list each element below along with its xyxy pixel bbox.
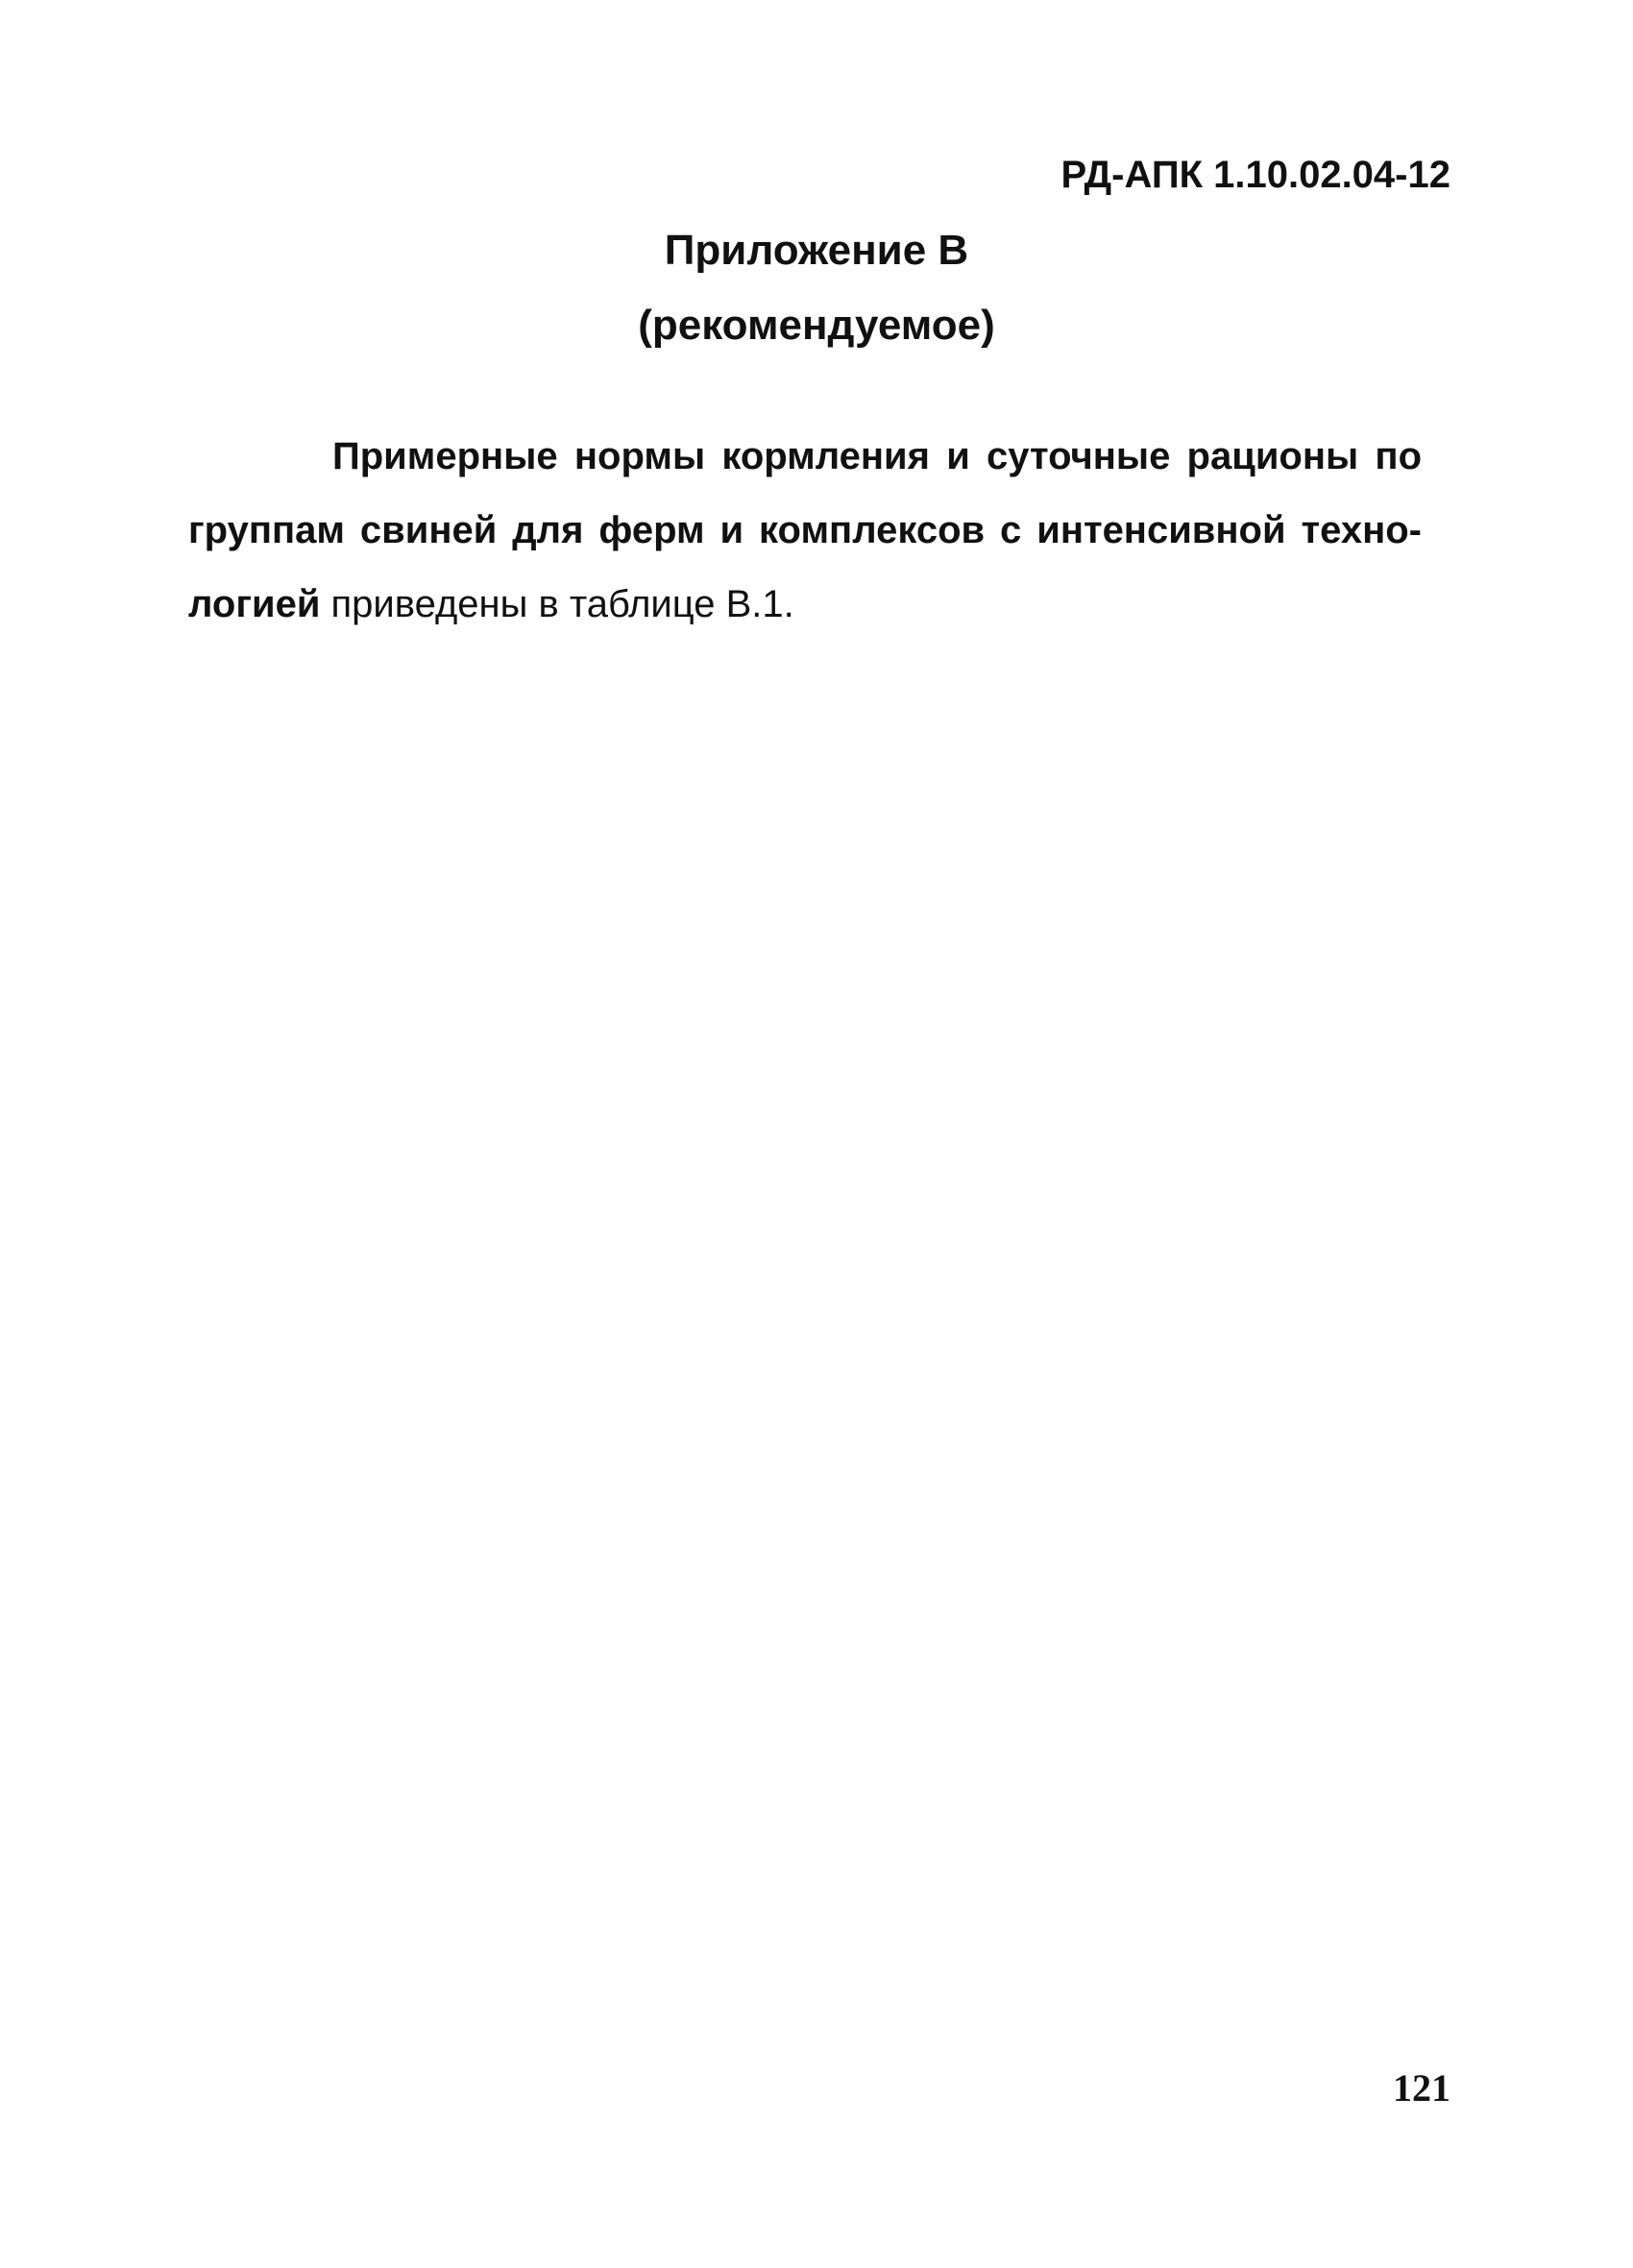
- page-number: 121: [1393, 2066, 1450, 2109]
- intro-line-1: Примерные нормы кормления и суточные рационы по: [332, 435, 1422, 477]
- intro-paragraph: [188, 420, 1422, 642]
- document-code: РД-АПК 1.10.02.04-12: [1060, 154, 1450, 196]
- intro-line-3: [188, 568, 1422, 642]
- intro-line-3-bold: логией: [188, 583, 321, 625]
- intro-line-3-normal: приведены в таблице В.1.: [320, 583, 794, 625]
- appendix-subtitle: (рекомендуемое): [638, 302, 995, 349]
- appendix-title: Приложение В: [664, 227, 969, 274]
- intro-line-2: группам свиней для ферм и комплексов с интенсивной техно-: [188, 509, 1422, 551]
